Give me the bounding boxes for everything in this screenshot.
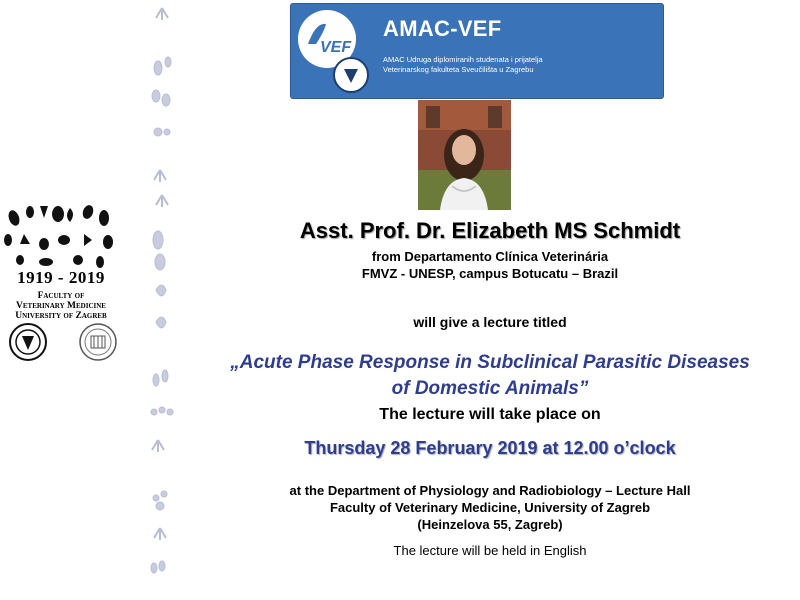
lecture-date: Thursday 28 February 2019 at 12.00 o’clock — [304, 438, 676, 458]
speaker-photo — [418, 100, 511, 210]
faculty-line-2: Veterinary Medicine — [16, 301, 106, 311]
speaker-affiliation-2: FMVZ - UNESP, campus Botucatu – Brazil — [361, 266, 619, 281]
centenary-year: 1919 - 2019 — [17, 268, 105, 287]
faculty-seal-icon — [8, 322, 48, 362]
faculty-centenary-logo — [0, 200, 122, 270]
lecture-title-line-1: „Acute Phase Response in Subclinical Parasitic Diseases — [230, 352, 750, 373]
lecture-place-intro: The lecture will take place on — [379, 406, 601, 423]
faculty-line-3: University of Zagreb — [15, 311, 107, 321]
banner-title: AMAC-VEF — [383, 16, 502, 41]
speaker-affiliation-1: from Departamento Clínica Veterinária — [371, 249, 609, 264]
venue-line-3: (Heinzelova 55, Zagreb) — [417, 517, 563, 532]
lecture-language: The lecture will be held in English — [393, 543, 587, 558]
banner-subtitle-line-2: Veterinarskog fakulteta Sveučilišta u Zagrebu — [383, 65, 534, 74]
venue-line-2: Faculty of Veterinary Medicine, University of Zagreb — [329, 500, 651, 515]
university-seal-icon — [78, 322, 118, 362]
venue-line-1: at the Department of Physiology and Radiobiology – Lecture Hall — [289, 483, 691, 498]
footprints-decoration — [140, 0, 185, 600]
speaker-name: Asst. Prof. Dr. Elizabeth MS Schmidt — [299, 218, 681, 243]
lecture-intro: will give a lecture titled — [413, 314, 567, 330]
lecture-title-line-2: of Domestic Animals” — [391, 378, 589, 399]
logo-vef-text: VEF — [320, 39, 352, 56]
faculty-line-1: Faculty of — [37, 291, 85, 301]
banner-subtitle-line-1: AMAC Udruga diplomiranih studenata i prijatelja — [383, 55, 543, 64]
faculty-seal-banner-icon — [332, 56, 370, 94]
